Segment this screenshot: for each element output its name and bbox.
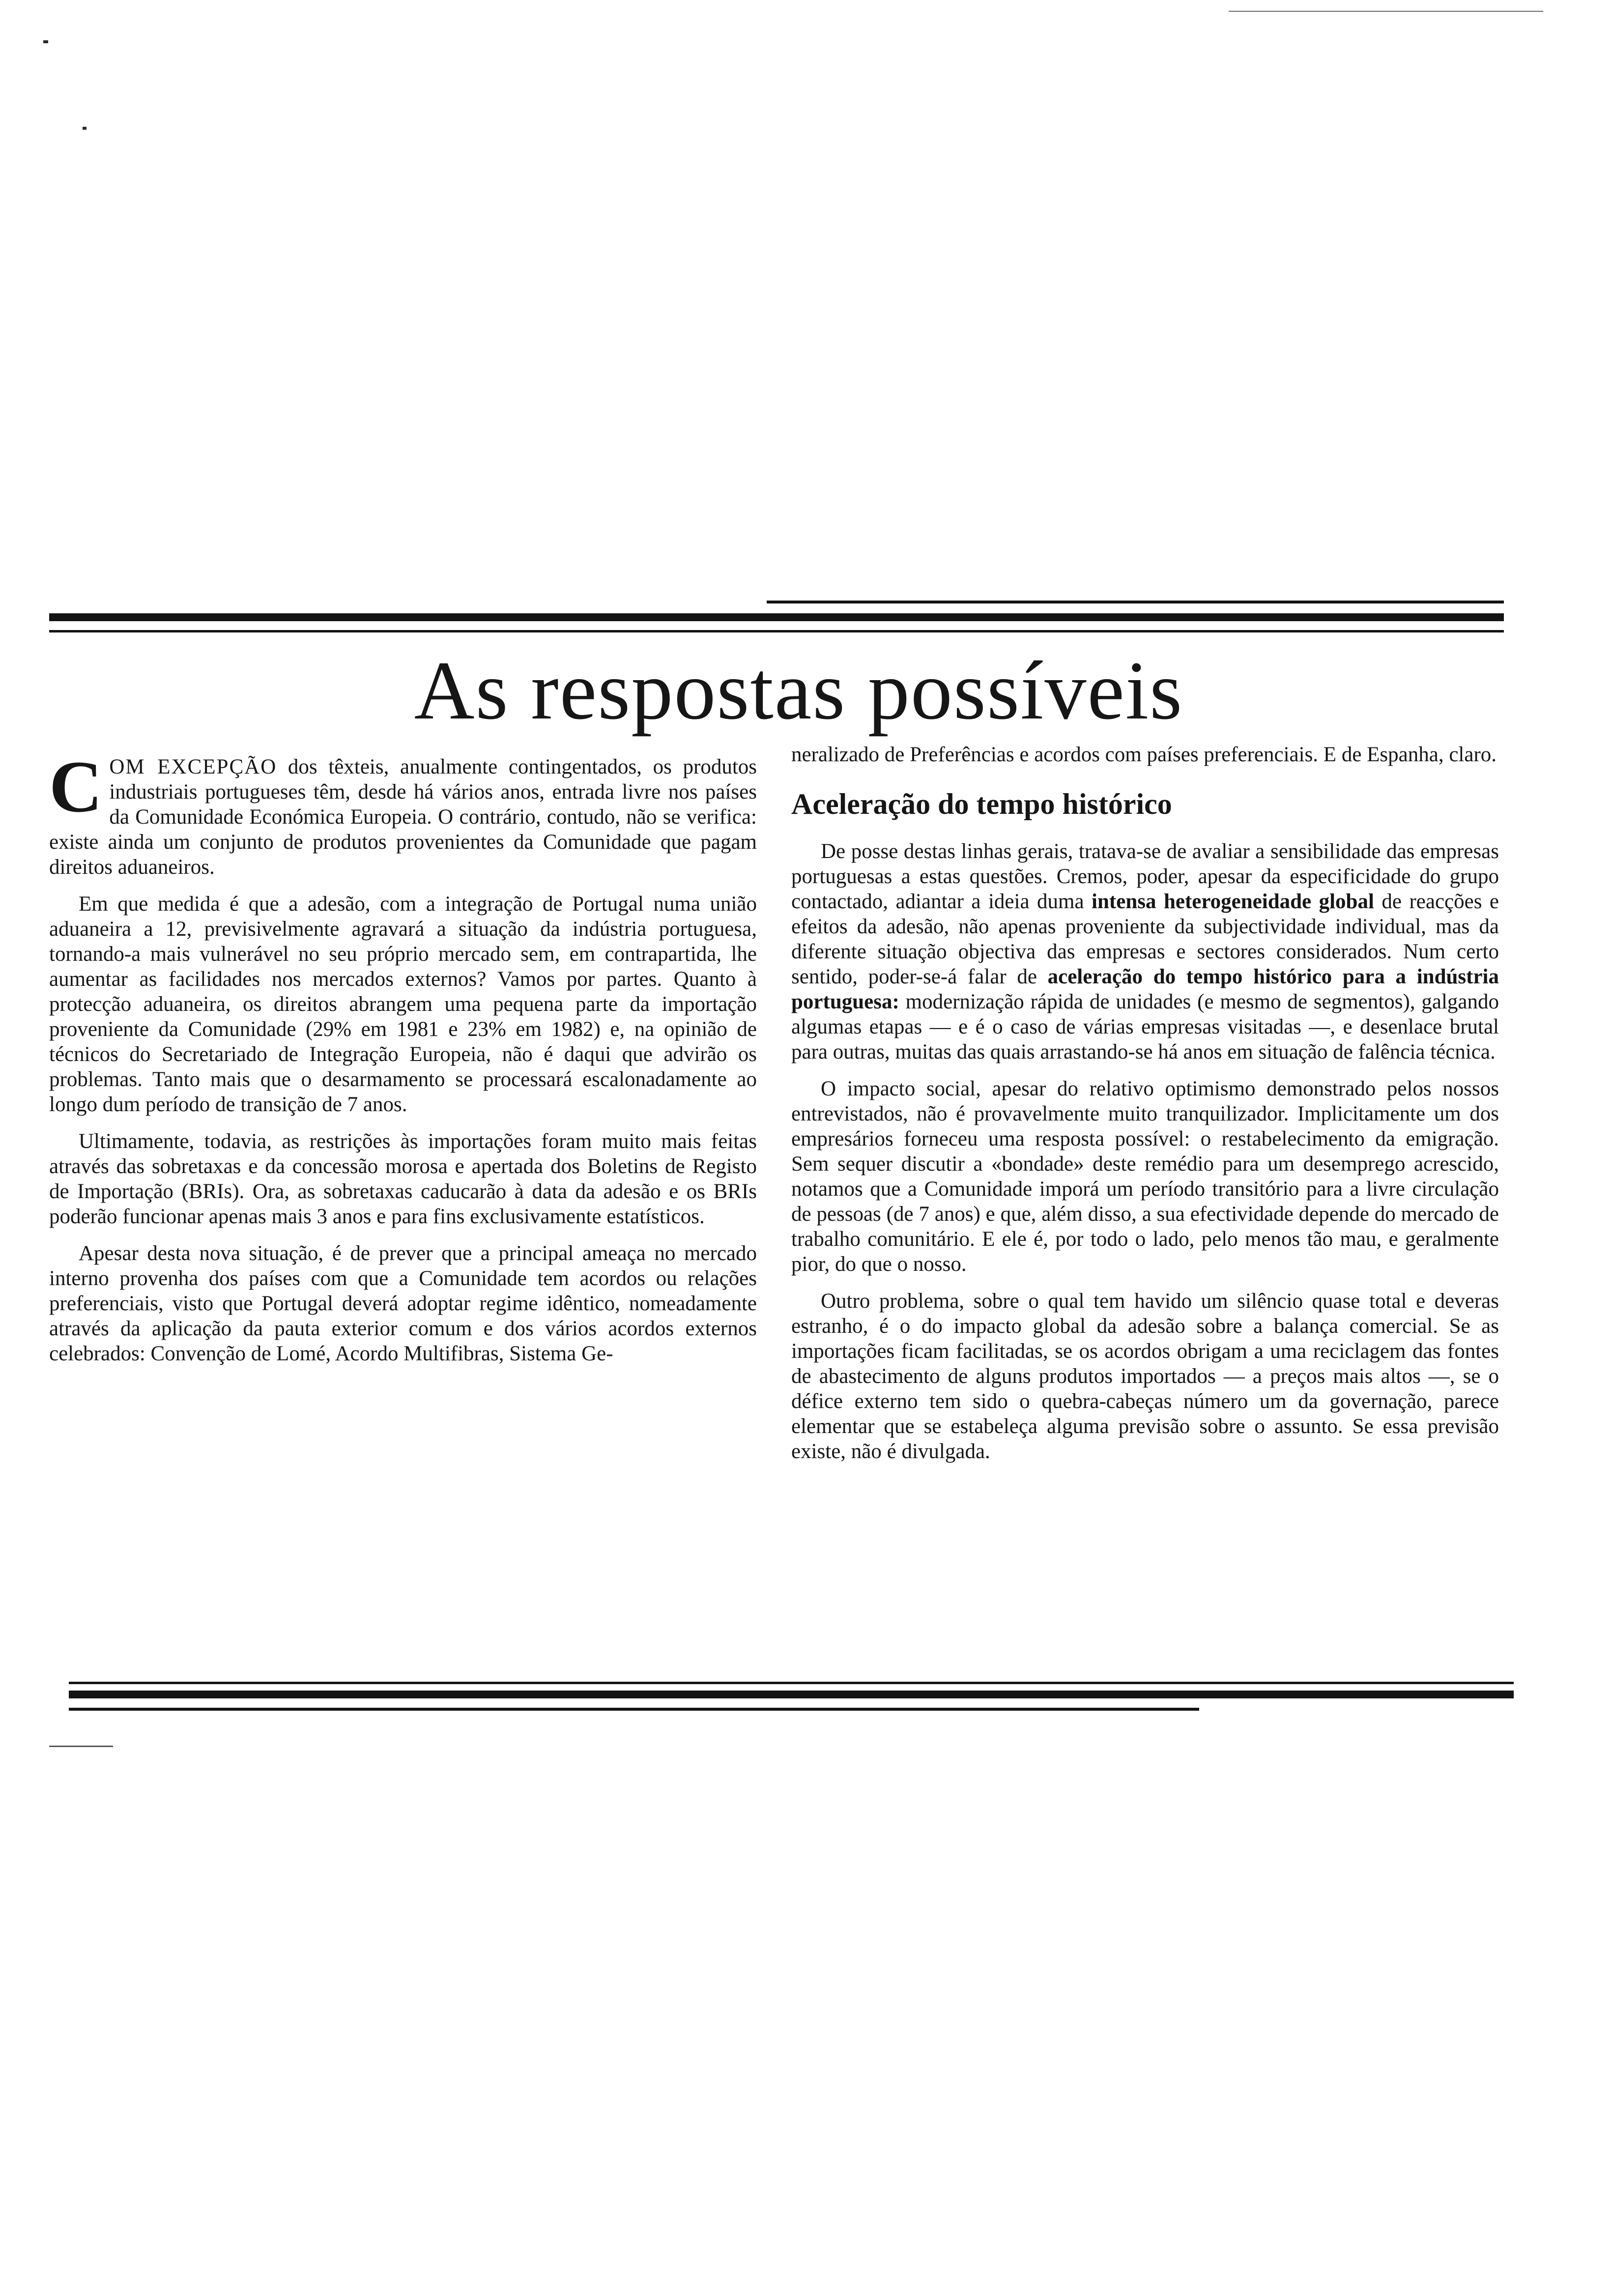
lead-caps: OM EXCEPÇÃO (109, 755, 277, 778)
right-paragraph-3: O impacto social, apesar do relativo optimismo demonstrado pelos nossos entrevistados, não é provavelmente muito tranquilizador. Implicitamente um dos empresários forneceu uma resposta possível: o restabelecimento da emigração. Sem sequer discutir a «bondade» deste remédio para um desemprego acrescido, notamos que a Comunidade imporá um período transitório para a livre circulação de pessoas (de 7 anos) e que, além disso, a sua efectividade depende do mercado de trabalho comunitário. E ele é, por todo o lado, pelo menos tão mau, e geralmente pior, do que o nosso. (791, 1077, 1499, 1276)
drop-cap: C (49, 746, 103, 828)
article-right-column (791, 742, 1499, 1476)
left-paragraph-1 (49, 746, 757, 880)
top-rule-thick (49, 613, 1504, 621)
left-paragraph-1-text: dos têxteis, anualmente contingentados, os produtos industriais portugueses têm, desde há vários anos, entrada livre nos países da Comunidade Económica Europeia. O contrário, contudo, não se verifica: existe ainda um conjunto de produtos provenientes da Comunidade que pagam direitos aduaneiros. (49, 755, 757, 879)
left-paragraph-3: Ultimamente, todavia, as restrições às importações foram muito mais feitas através das sobretaxas e da concessão morosa e apertada dos Boletins de Registo de Importação (BRIs). Ora, as sobretaxas caducarão à data da adesão e os BRIs poderão funcionar apenas mais 3 anos e para fins exclusivamente estatísticos. (49, 1130, 757, 1228)
section-subheading: Aceleração do tempo histórico (791, 788, 1172, 820)
right-paragraph-2-text-c: modernização rápida de unidades (e mesmo de segmentos), galgando algumas etapas — e é o caso de várias empresas visitadas —, e desenlace brutal para outras, muitas das quais arrastando-se há anos em situação de falência técnica. (791, 990, 1499, 1063)
right-paragraph-2-bold-a: intensa heterogeneidade global (1092, 890, 1374, 913)
right-paragraph-2 (791, 839, 1499, 1064)
bottom-rule-thin (69, 1682, 1514, 1684)
right-paragraph-2-text-b: de reacções e efeitos da adesão, não apenas proveniente da subjectividade individual, mas da diferente situação objectiva das empresas e sectores considerados. Num certo sentido, poder-se-á falar de (791, 890, 1499, 988)
scan-speck (49, 1746, 113, 1747)
right-paragraph-2-text-a: De posse destas linhas gerais, tratava-se de avaliar a sensibilidade das empresas portuguesas a estas questões. Cremos, poder, apesar da especificidade do grupo contactado, adiantar a ideia duma (791, 840, 1499, 913)
left-paragraph-2: Em que medida é que a adesão, com a integração de Portugal numa união aduaneira a 12, previsivelmente agravará a situação da indústria portuguesa, tornando-a mais vulnerável no seu próprio mercado sem, em contrapartida, lhe aumentar as facilidades nos mercados externos? Vamos por partes. Quanto à protecção aduaneira, os direitos abrangem uma pequena parte da importação proveniente da Comunidade (29% em 1981 e 23% em 1982) e, na opinião de técnicos do Secretariado de Integração Europeia, não é daqui que advirão os problemas. Tanto mais que o desarmamento se processará escalonadamente ao longo dum período de transição de 7 anos. (49, 892, 757, 1116)
bottom-rule-thin-left (69, 1708, 1199, 1711)
article-left-column (49, 746, 757, 1378)
left-paragraph-4: Apesar desta nova situação, é de prever que a principal ameaça no mercado interno provenha dos países com que a Comunidade tem acordos ou relações preferenciais, visto que Portugal deverá adoptar regime idêntico, nomeadamente através da aplicação da pauta exterior comum e dos vários acordos externos celebrados: Convenção de Lomé, Acordo Multifibras, Sistema Ge- (49, 1242, 757, 1365)
right-paragraph-1: neralizado de Preferências e acordos com países preferenciais. E de Espanha, claro. (791, 743, 1497, 766)
right-paragraph-4: Outro problema, sobre o qual tem havido um silêncio quase total e deveras estranho, é o do impacto global da adesão sobre a balança comercial. Se as importações ficam facilitadas, se os acordos obrigam a uma reciclagem das fontes de abastecimento de alguns produtos importados — a preços mais altos —, se o défice externo tem sido o quebra-cabeças número um da governação, parece elementar que se estabeleça alguma previsão sobre o assunto. Se essa previsão existe, não é divulgada. (791, 1290, 1499, 1463)
top-rule-thin-right (767, 601, 1504, 603)
top-rule-thin (49, 630, 1504, 632)
article-headline: As respostas possíveis (414, 644, 1183, 737)
scan-speck (83, 127, 86, 130)
scan-edge-line (1229, 11, 1543, 12)
bottom-rule-thick (69, 1691, 1514, 1698)
right-paragraph-2-bold-b: aceleração do tempo histórico para a indústria portuguesa: (791, 965, 1499, 1013)
scan-speck (43, 40, 48, 43)
